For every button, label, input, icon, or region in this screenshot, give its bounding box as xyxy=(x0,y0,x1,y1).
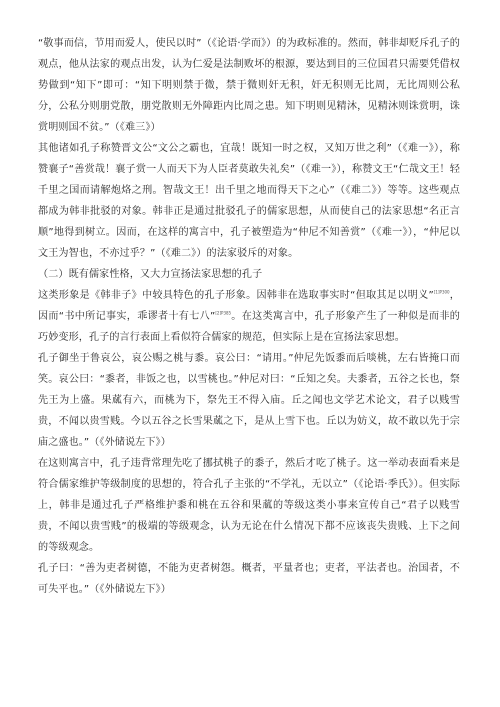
paragraph-3-part-b: ，因而“书中所记事实，乖谬者十有七八” xyxy=(38,290,460,322)
paragraph-6: 孔子曰：“善为吏者树德，不能为吏者树怨。概者，平量者也；吏者，平法者也。治国者，不可失平也。”（《外储说左下》） xyxy=(38,563,460,595)
paragraph-1: “敬事而信，节用而爱人，使民以时”（《论语·学而》）的为政标准的。然而，韩非却贬斥孔子的观点，他从法家的观点出发，认为仁爱是法制败坏的根源，要达到目的三位国君只需要凭借权势做到“知下”即可：“知下明则禁于微，禁于微则奸无积，奸无积则无比周，无比周则公私分，公私分则朋党散，朋党散则无外障距内比周之患。知下明则见精沐，见精沐则诛赏明，诛赏明则国不贫。”（《难三》） xyxy=(38,38,460,133)
paragraph-3 xyxy=(38,285,460,348)
citation-2: [2]P385 xyxy=(215,310,232,316)
paragraph-4: 孔子御坐于鲁哀公，哀公赐之桃与黍。哀公曰：“请用。”仲尼先饭黍而后啖桃，左右皆掩口而笑。哀公曰：“黍者，非饭之也，以雪桃也。”仲尼对曰：“丘知之矣。夫黍者，五谷之长也，祭先王为上盛。果蓏有六，而桃为下，祭先王不得入庙。丘之闻也文学艺术论文，君子以贱雪贵，不闻以贵雪贱。今以五谷之长雪果蓏之下，是从上雪下也。丘以为妨义，故不敢以先于宗庙之盛也。”（《外储说左下》） xyxy=(38,353,460,448)
paragraph-2: 其他诸如孔子称赞晋文公“文公之霸也，宜哉！既知一时之权，又知万世之利”（《难一》），称赞襄子“善赏哉！襄子赏一人而天下为人臣者莫敢失礼矣”（《难一》），称赞文王“仁哉文王！轻千里之国而请解炮烙之刑。智哉文王！出千里之地而得天下之心”（《难二》）等等。这些观点都成为韩非批驳的对象。韩非正是通过批驳孔子的儒家思想，从而使自己的法家思想“名正言顺”地得到树立。因而，在这样的寓言中，孔子被塑造为“仲尼不知善赏”（《难一》），“仲尼以文王为智也，不亦过乎？”（《难二》）的法家驳斥的对象。 xyxy=(38,143,460,259)
paragraph-3-part-a: 这类形象是《韩非子》中较具特色的孔子形象。因韩非在选取事实时“但取其足以明义” xyxy=(38,290,434,301)
paragraph-3-part-c: 。在这类寓言中，孔子形象产生了一种似是而非的巧妙变形，孔子的言行表面上看似符合儒家的规范，但实际上是在宣扬法家思想。 xyxy=(38,311,460,343)
citation-1: [1]P300 xyxy=(433,289,450,295)
paragraph-5: 在这则寓言中，孔子违背常理先吃了挪拭桃子的黍子，然后才吃了桃子。这一举动表面看来是符合儒家维护等级制度的思想的，符合孔子主张的“不学礼，无以立”（《论语·季氏》）。但实际上，韩非是通过孔子严格维护黍和桃在五谷和果蓏的等级这类小事来宣传自己“君子以贱雪贵，不闻以贵雪贱”的极端的等级观念，认为无论在什么情况下都不应该丧失贵贱、上下之间的等级观念。 xyxy=(38,458,460,553)
section-heading: （二）既有儒家性格，又大力宣扬法家思想的孔子 xyxy=(38,269,263,280)
